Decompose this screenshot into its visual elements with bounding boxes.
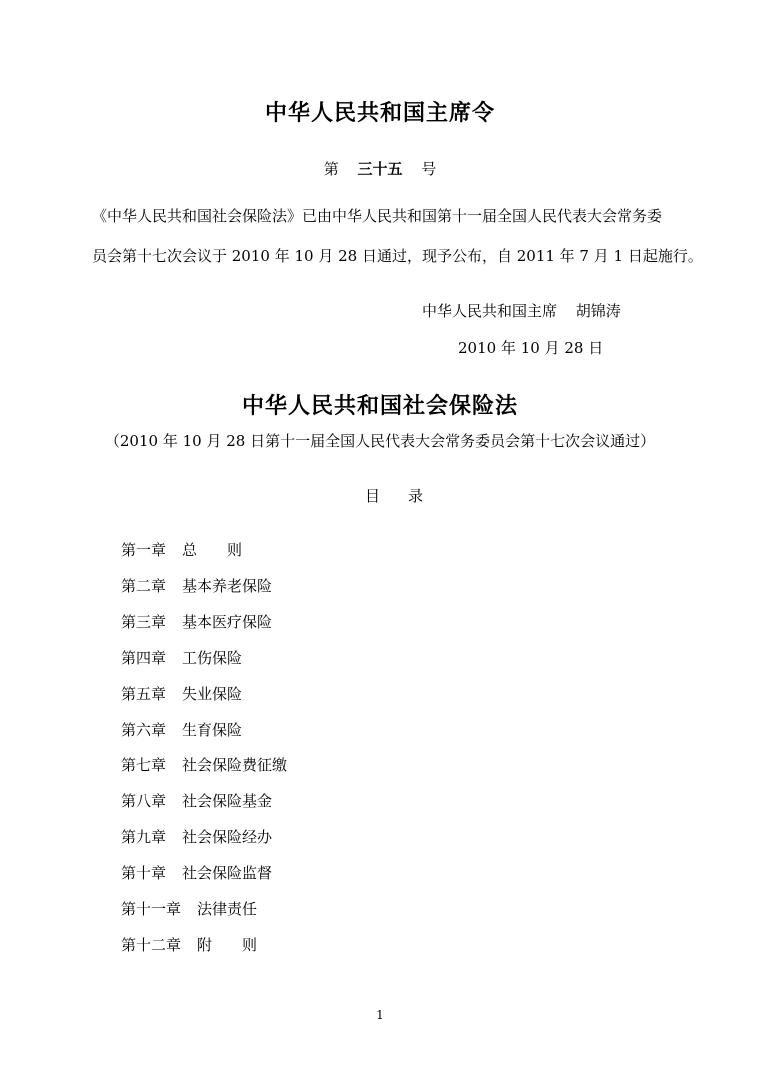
toc-chapter-name: 法律责任 xyxy=(197,900,258,918)
decree-date: 2010 年 10 月 28 日 xyxy=(458,339,604,357)
toc-chapter-name: 生育保险 xyxy=(182,721,243,739)
toc-chapter-name: 基本养老保险 xyxy=(182,577,273,595)
toc-chapter-name: 基本医疗保险 xyxy=(182,613,273,631)
law-adoption-note: （2010 年 10 月 28 日第十一届全国人民代表大会常务委员会第十七次会议通过） xyxy=(104,432,656,450)
toc-item xyxy=(121,898,257,919)
toc-chapter-number: 第二章 xyxy=(121,577,167,595)
toc-chapter-number: 第五章 xyxy=(121,685,167,703)
toc-chapter-number: 第九章 xyxy=(121,828,167,846)
toc-chapter-name: 社会保险经办 xyxy=(182,828,273,846)
toc-item xyxy=(121,683,242,704)
toc-chapter-number: 第三章 xyxy=(121,613,167,631)
toc-item xyxy=(121,754,287,775)
decree-number-prefix: 第 xyxy=(323,160,339,178)
toc-item xyxy=(121,862,272,883)
decree-number-suffix: 号 xyxy=(421,160,437,178)
toc-chapter-number: 第七章 xyxy=(121,756,167,774)
decree-body-line-2: 员会第十七次会议于 2010 年 10 月 28 日通过，现予公布，自 2011 年 7 月 1 日起施行。 xyxy=(92,247,703,265)
toc-item xyxy=(121,826,272,847)
toc-chapter-number: 第一章 xyxy=(121,541,167,559)
toc-item xyxy=(121,790,272,811)
toc-chapter-number: 第十二章 xyxy=(121,936,182,954)
toc-heading: 目录 xyxy=(364,487,451,505)
decree-body-line-1: 《中华人民共和国社会保险法》已由中华人民共和国第十一届全国人民代表大会常务委 xyxy=(92,207,663,225)
toc-chapter-name: 社会保险基金 xyxy=(182,792,273,810)
decree-number-value: 三十五 xyxy=(357,160,403,178)
toc-chapter-number: 第四章 xyxy=(121,649,167,667)
toc-chapter-name: 社会保险费征缴 xyxy=(182,756,288,774)
signer-name: 胡锦涛 xyxy=(575,302,621,320)
toc-item xyxy=(121,575,272,596)
decree-signature xyxy=(422,300,621,321)
decree-number xyxy=(0,158,760,179)
toc-chapter-name: 附 则 xyxy=(197,936,258,954)
toc-chapter-name: 失业保险 xyxy=(182,685,243,703)
toc-item xyxy=(121,647,242,668)
toc-item xyxy=(121,611,272,632)
toc-chapter-number: 第十一章 xyxy=(121,900,182,918)
toc-chapter-number: 第十章 xyxy=(121,864,167,882)
toc-chapter-number: 第六章 xyxy=(121,721,167,739)
page-number: 1 xyxy=(376,1008,384,1022)
law-title: 中华人民共和国社会保险法 xyxy=(241,394,518,419)
toc-item xyxy=(121,934,257,955)
toc-chapter-number: 第八章 xyxy=(121,792,167,810)
toc-chapter-name: 社会保险监督 xyxy=(182,864,273,882)
decree-title: 中华人民共和国主席令 xyxy=(264,101,495,126)
toc-item xyxy=(121,719,242,740)
toc-item xyxy=(121,539,242,560)
signer-title: 中华人民共和国主席 xyxy=(422,302,558,320)
toc-chapter-name: 工伤保险 xyxy=(182,649,243,667)
toc-chapter-name: 总 则 xyxy=(182,541,243,559)
